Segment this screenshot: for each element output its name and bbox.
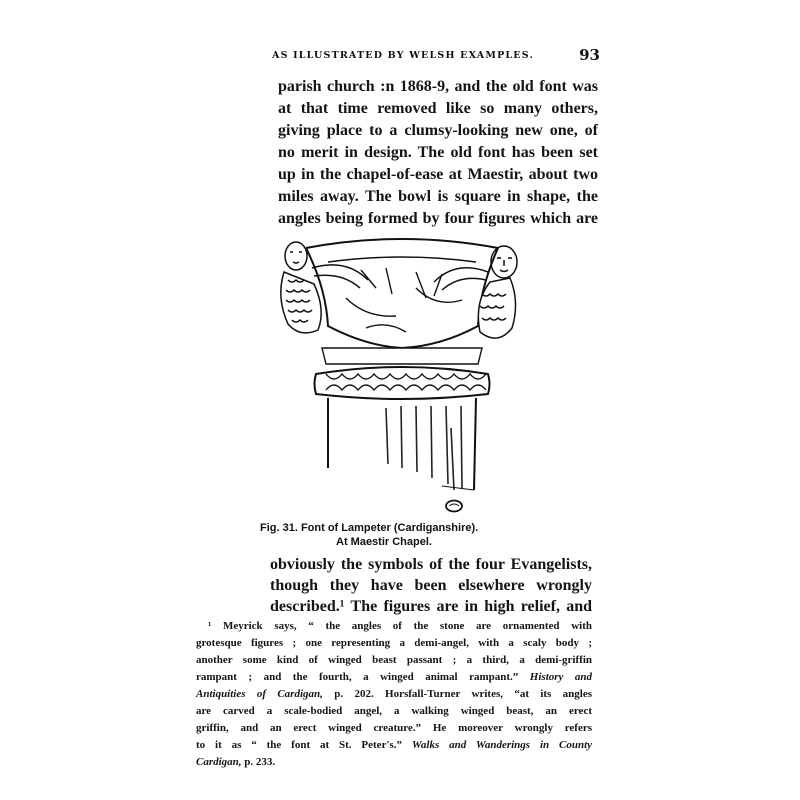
footnote-line: griffin, and an erect winged creature.” He moreover wrongly refers [196,722,592,734]
body-line: parish church :n 1868-9, and the old font was [278,78,598,95]
body-line: at that time removed like so many others, [278,100,598,117]
footnote-line [196,688,592,700]
footnote-line: grotesque figures ; one representing a demi-angel, with a scaly body ; [196,637,592,649]
body-line: up in the chapel-of-ease at Maestir, about two [278,166,598,183]
body-line: miles away. The bowl is square in shape, the [278,188,598,205]
book-title: Cardigan, [196,756,242,768]
figure-caption-line1: Fig. 31. Font of Lampeter (Cardiganshire). [260,522,479,534]
footnote-line [196,756,592,768]
book-title: Walks and Wanderings in County [411,739,593,751]
font-illustration [266,228,538,518]
book-title: History and [529,671,593,683]
footnote-text: rampant ; and the fourth, a winged animal rampant.” [196,671,519,683]
running-title: AS ILLUSTRATED BY WELSH EXAMPLES. [272,50,534,61]
body-line: obviously the symbols of the four Evangelists, [270,556,592,573]
footnote-line: are carved a scale-bodied angel, a walking winged beast, an erect [196,705,592,717]
figure-caption-line2: At Maestir Chapel. [336,536,432,548]
footnote-line [196,671,592,683]
page-number: 93 [579,46,600,64]
footnote-text: p. 233. [241,756,276,768]
book-title: Antiquities of Cardigan, [196,688,323,700]
body-line: giving place to a clumsy-looking new one, of [278,122,598,139]
body-line: described.¹ The figures are in high relief, and [270,598,592,615]
body-line: no merit in design. The old font has been set [278,144,598,161]
footnote-line [196,739,592,751]
footnote-line: another some kind of winged beast passant ; a third, a demi-griffin [196,654,592,666]
body-line: though they have been elsewhere wrongly [270,577,592,594]
footnote-text: p. 202. Horsfall-Turner writes, “at its angles [322,688,592,700]
footnote-line: ¹ Meyrick says, “ the angles of the stone are ornamented with [208,620,592,632]
body-line: angles being formed by four figures which are [278,210,598,227]
running-head [272,46,600,70]
footnote-text: to it as “ the font at St. Peter's.” [196,739,403,751]
